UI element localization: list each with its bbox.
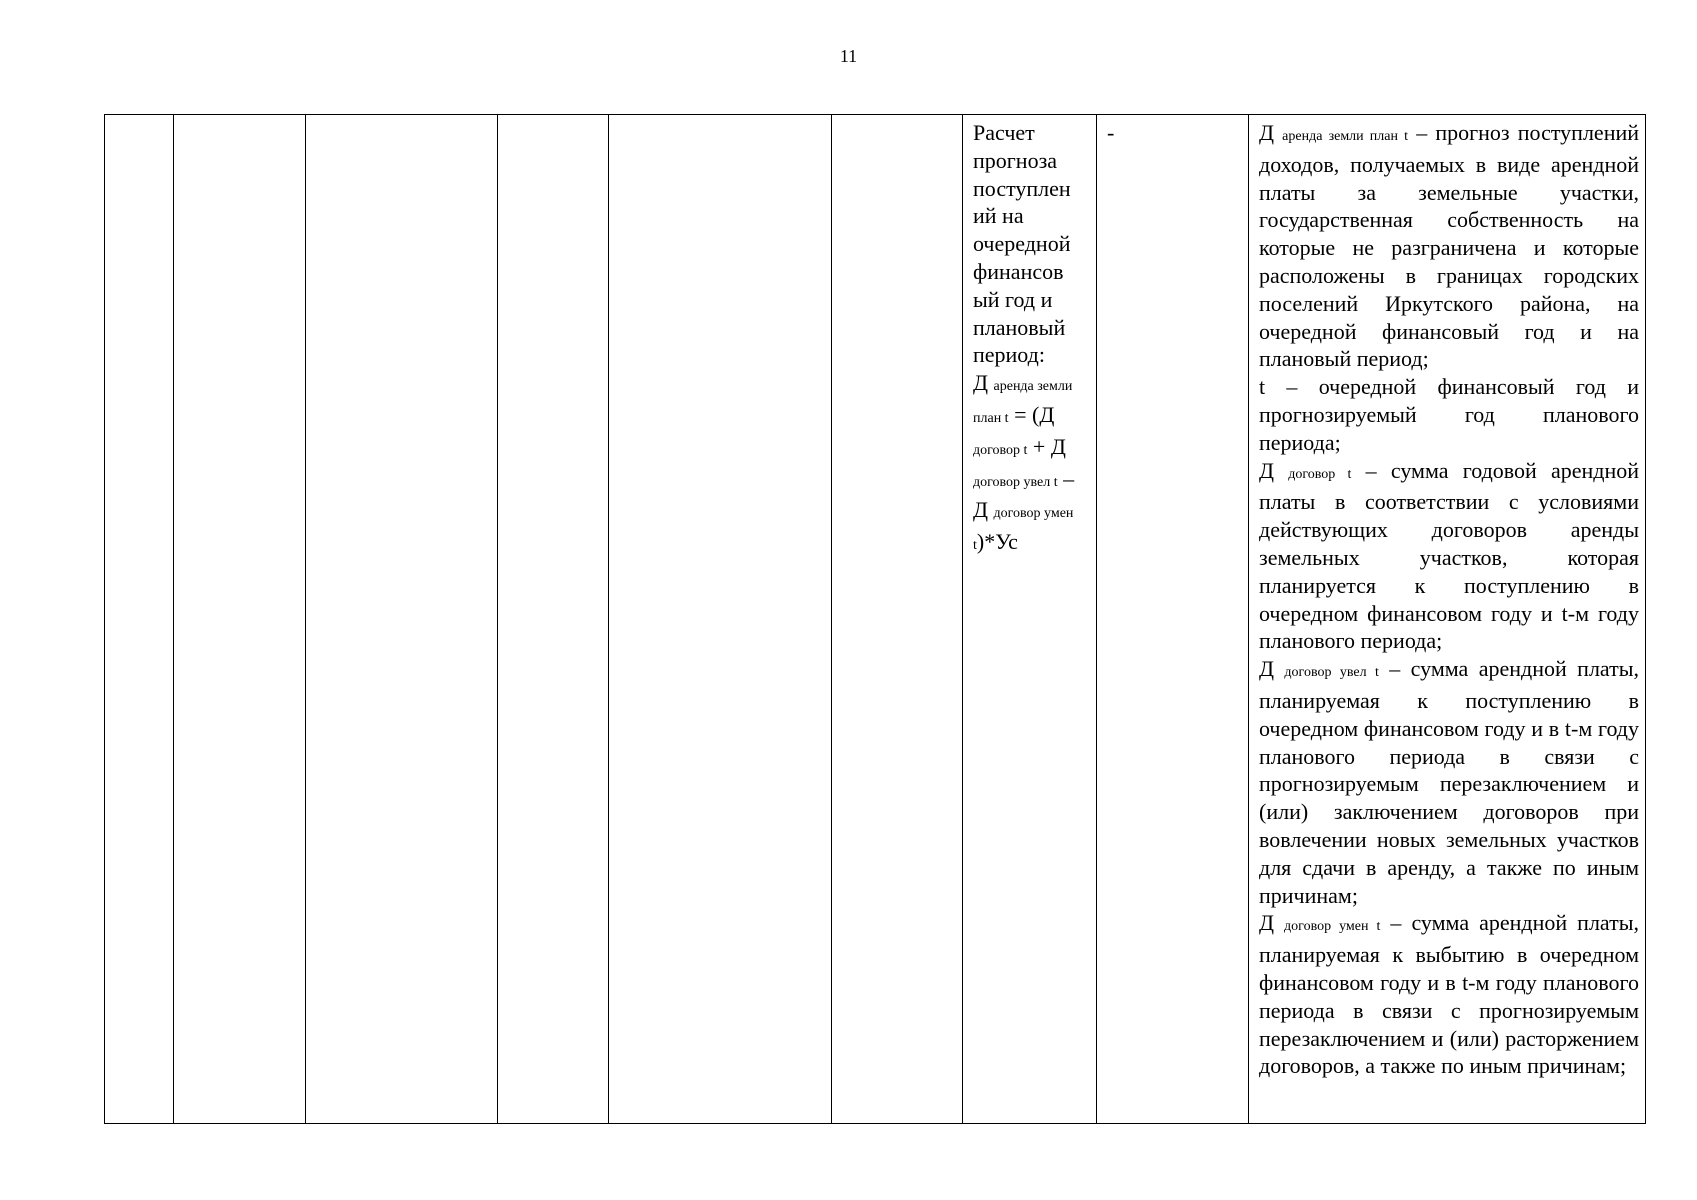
description-cell (1249, 115, 1646, 1124)
page-number: 11 (839, 46, 858, 66)
desc-paragraph-2: t – очередной финансовый год и прогнозируемый год планового периода; (1259, 374, 1639, 455)
formula: Д аренда земли план t = (Д договор t + Д договор увел t – Д договор умен t)*Ус (973, 370, 1075, 555)
calculation-method-cell (963, 115, 1097, 1124)
desc-paragraph-4: Д договор увел t – сумма арендной платы, планируемая к поступлению в очередном финансовом году и в t-м году планового периода в связи с прогнозируемым перезаключением и (или) заключением договоров при вовлечении новых земельных участков для сдачи в аренду, а также по иным причинам; (1259, 656, 1640, 908)
empty-cell-3 (306, 115, 498, 1124)
empty-cell-4 (498, 115, 609, 1124)
table-row (105, 115, 1646, 1124)
revenue-table (104, 114, 1646, 1124)
dash-cell: - (1097, 115, 1249, 1124)
desc-paragraph-1: Д аренда земли план t – прогноз поступлений доходов, получаемых в виде арендной платы за земельные участки, государственная собственность на которые не разграничена и которые расположены в границах городских поселений Иркутского района, на очередной финансовый год и на плановый период; (1259, 120, 1640, 372)
empty-cell-5 (609, 115, 832, 1124)
desc-paragraph-3: Д договор t – сумма годовой арендной платы в соответствии с условиями действующих договоров аренды земельных участков, которая планируется к поступлению в очередном финансовом году и t-м году планового периода; (1259, 457, 1640, 654)
empty-cell-2 (174, 115, 306, 1124)
empty-cell-6 (832, 115, 963, 1124)
desc-paragraph-5: Д договор умен t – сумма арендной платы, планируемая к выбытию в очередном финансовом году и в t-м году планового периода в связи с прогнозируемым перезаключением и (или) расторжением договоров, а также по иным причинам; (1259, 910, 1640, 1079)
empty-cell-1 (105, 115, 174, 1124)
method-text: Расчет прогноза поступлен ий на очередной финансов ый год и плановый период: (973, 120, 1071, 368)
